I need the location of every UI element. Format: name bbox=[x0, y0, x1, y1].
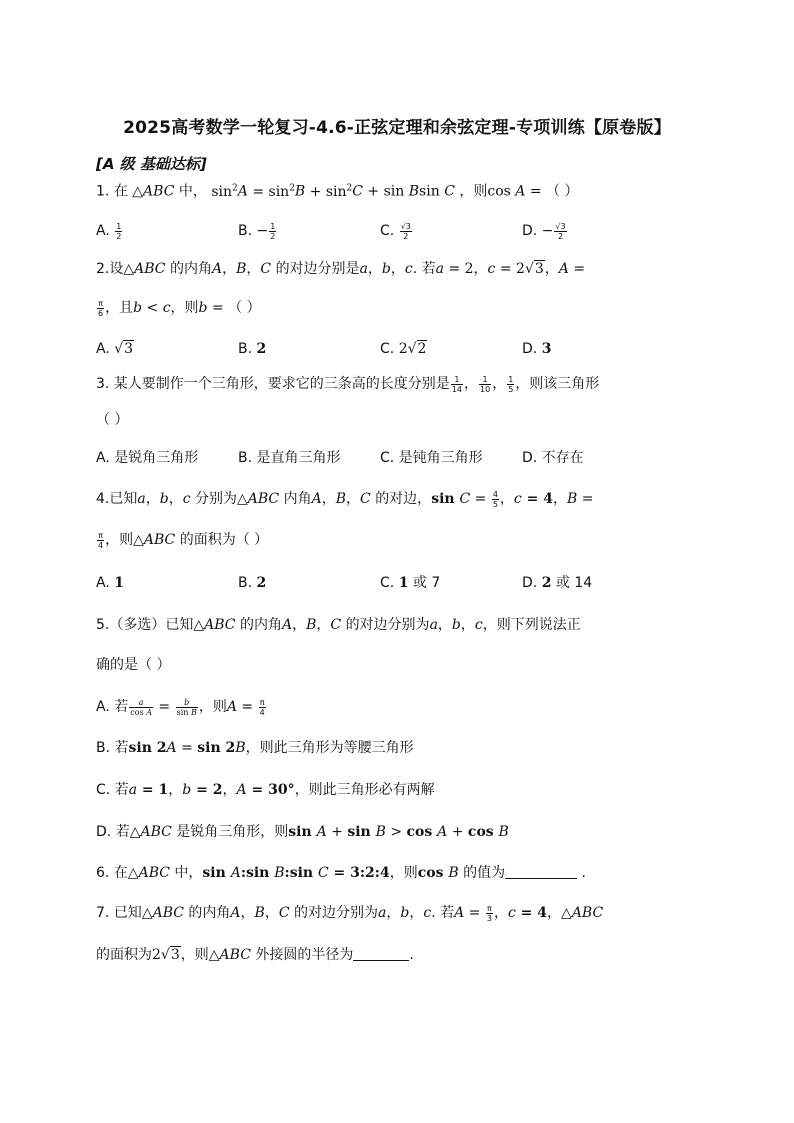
q5-option-b: B. 若sin 2A = sin 2B，则此三角形为等腰三角形 bbox=[96, 740, 414, 756]
q3-option-b: B. 是直角三角形 bbox=[238, 450, 341, 466]
question-4: 4.已知a，b，c 分别为△ABC 内角A，B，C 的对边，sin C = $\frac{4}{5}$ ，c = 4，B = bbox=[96, 489, 594, 509]
q1-option-b: B. − $\frac{1}{2}$ bbox=[238, 221, 276, 241]
question-5: 5.（多选）已知△ABC 的内角A，B，C 的对边分别为a，b，c，则下列说法正 bbox=[96, 617, 581, 633]
question-7-cont: 的面积为2√3，则△ABC 外接圆的半径为 . bbox=[96, 947, 414, 963]
q4-option-d: D. 2 或 14 bbox=[522, 575, 593, 591]
q1-option-d: D. − $\frac{√3}{2}$ bbox=[522, 221, 566, 241]
question-2: 2.设△ABC 的内角A，B，C 的对边分别是a，b，c. 若a = 2，c = 2√3，A = bbox=[96, 261, 586, 277]
q3-option-d: D. 不存在 bbox=[522, 450, 584, 466]
section-heading: [A 级 基础达标] bbox=[96, 155, 207, 173]
q1-option-c: C. $\frac{√3}{2}$ bbox=[380, 221, 411, 241]
q4-option-c: C. 1 或 7 bbox=[380, 575, 441, 591]
q3-option-c: C. 是钝角三角形 bbox=[380, 450, 483, 466]
answer-blank[interactable] bbox=[353, 960, 409, 961]
q3-option-a: A. 是锐角三角形 bbox=[96, 450, 199, 466]
question-1: 1. 在 △ABC 中， $\sin^2A = \sin^2B + \sin^2C + \sin Bsin$ C ，则cos A = （ ） bbox=[96, 183, 579, 200]
q2-option-c: C. 2√2 bbox=[380, 341, 427, 357]
question-6: 6. 在△ABC 中，sin A:sin B:sin C = 3:2:4，则cos B 的值为 . bbox=[96, 865, 586, 881]
question-7: 7. 已知△ABC 的内角A，B，C 的对边分别为a，b，c. 若A = $\frac{\pi}{3}$ ，c = 4，△ABC bbox=[96, 903, 604, 923]
q5-option-c: C. 若a = 1，b = 2，A = 30°，则此三角形必有两解 bbox=[96, 782, 435, 798]
q5-option-a: A. 若 $\frac{a}{\text{cos A}}$ = $\frac{b}{\text{sin B}}$ ，则A = $\frac{\pi}{4}$ bbox=[96, 697, 265, 717]
q2-option-d: D. 3 bbox=[522, 341, 552, 357]
question-3-cont: （ ） bbox=[96, 412, 129, 428]
q2-option-b: B. 2 bbox=[238, 341, 267, 357]
q4-option-a: A. 1 bbox=[96, 575, 124, 591]
question-4-cont: $\frac{\pi}{4}$ ，则△ABC 的面积为（ ） bbox=[98, 530, 269, 550]
q4-option-b: B. 2 bbox=[238, 575, 267, 591]
q2-option-a: A. √3 bbox=[96, 341, 134, 357]
q1-option-a: A. $\frac{1}{2}$ bbox=[96, 221, 122, 241]
q5-option-d: D. 若△ABC 是锐角三角形，则sin A + sin B > cos A + cos B bbox=[96, 824, 509, 840]
answer-blank[interactable] bbox=[505, 878, 577, 879]
question-5-cont: 确的是（ ） bbox=[96, 657, 171, 673]
page-title: 2025高考数学一轮复习-4.6-正弦定理和余弦定理-专项训练【原卷版】 bbox=[123, 118, 671, 138]
question-3: 3. 某人要制作一个三角形，要求它的三条高的长度分别是 $\frac{1}{14}$ ， $\frac{1}{10}$ ， $\frac{1}{5}$ ，则该三角形 bbox=[96, 374, 600, 394]
question-2-cont: $\frac{\pi}{6}$ ，且b < c，则b = （ ） bbox=[98, 298, 261, 318]
